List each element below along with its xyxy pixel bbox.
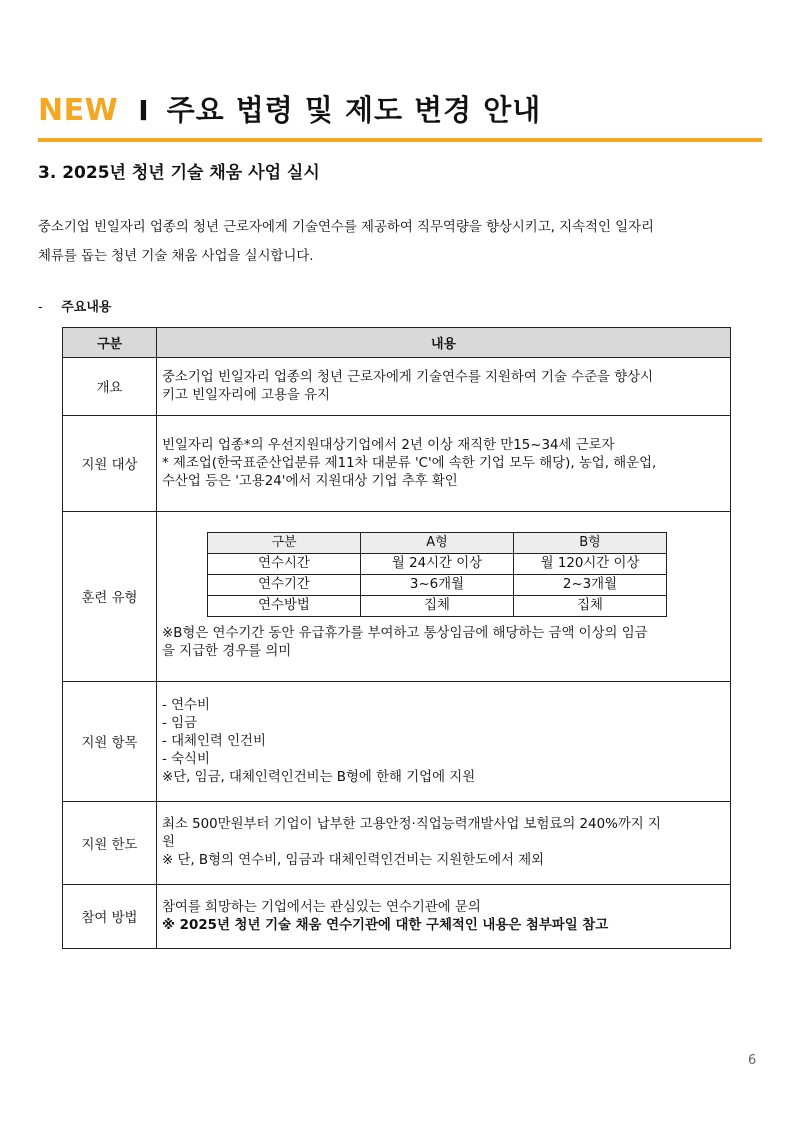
- bullet-heading: [38, 296, 111, 315]
- content-line: - 임금: [162, 715, 197, 731]
- section-title: 3. 2025년 청년 기술 채움 사업 실시: [38, 163, 320, 183]
- content-line: 중소기업 빈일자리 업종의 청년 근로자에게 기술연수를 지원하여 기술 수준을 향상시: [162, 369, 654, 385]
- row-label: 지원 한도: [63, 802, 157, 885]
- inner-header-cell: A형: [361, 533, 514, 554]
- row-label: 지원 항목: [63, 682, 157, 802]
- page-title: 주요 법령 및 제도 변경 안내: [166, 93, 542, 127]
- inner-cell: 집체: [514, 596, 667, 617]
- bullet-dash: -: [38, 300, 43, 315]
- row-label: 참여 방법: [63, 885, 157, 949]
- header-line: [38, 88, 762, 132]
- inner-cell: 월 24시간 이상: [361, 554, 514, 575]
- row-label: 지원 대상: [63, 416, 157, 512]
- inner-header-cell: 구분: [208, 533, 361, 554]
- inner-header-cell: B형: [514, 533, 667, 554]
- intro-line: 체류를 돕는 청년 기술 채움 사업을 실시합니다.: [38, 249, 314, 264]
- content-line: 원: [162, 835, 175, 850]
- inner-cell: 집체: [361, 596, 514, 617]
- inner-cell: 연수기간: [208, 575, 361, 596]
- inner-row: [208, 554, 667, 575]
- content-line: ※ 단, B형의 연수비, 임금과 대체인력인건비는 지원한도에서 제외: [162, 853, 545, 868]
- table-header-cell: 내용: [157, 328, 731, 358]
- page-number: 6: [748, 1053, 757, 1068]
- intro-line: 중소기업 빈일자리 업종의 청년 근로자에게 기술연수를 제공하여 직무역량을 향상시키고, 지속적인 일자리: [38, 220, 654, 235]
- header-badge: NEW: [38, 93, 119, 128]
- row-content: [157, 682, 731, 802]
- table-row-support-limit: [63, 802, 731, 885]
- inner-header-row: [208, 533, 667, 554]
- inner-cell: 월 120시간 이상: [514, 554, 667, 575]
- row-content: [157, 358, 731, 416]
- training-type-table: [207, 532, 667, 617]
- attachment-note: ※ 2025년 청년 기술 채움 연수기관에 대한 구체적인 내용은 첨부파일 참고: [162, 917, 609, 933]
- table-row-support-items: [63, 682, 731, 802]
- table-header-row: [63, 328, 731, 358]
- content-line: ※단, 임금, 대체인력인건비는 B형에 한해 기업에 지원: [162, 769, 476, 785]
- content-line: 을 지급한 경우를 의미: [162, 644, 292, 659]
- bullet-label: 주요내용: [61, 300, 112, 315]
- inner-cell: 2~3개월: [514, 575, 667, 596]
- table-header-cell: 구분: [63, 328, 157, 358]
- header-divider: [38, 138, 762, 142]
- page-header: [38, 88, 762, 142]
- content-line: 참여를 희망하는 기업에서는 관심있는 연수기관에 문의: [162, 899, 481, 915]
- content-line: 키고 빈일자리에 고용을 유지: [162, 387, 330, 403]
- header-separator: I: [138, 94, 149, 127]
- row-content: [157, 885, 731, 949]
- content-line: 빈일자리 업종*의 우선지원대상기업에서 2년 이상 재직한 만15~34세 근로자: [162, 437, 615, 453]
- row-content: [157, 512, 731, 682]
- table-row-how-to-apply: [63, 885, 731, 949]
- content-line: ※B형은 연수기간 동안 유급휴가를 부여하고 통상임금에 해당하는 금액 이상의 임금: [162, 626, 648, 641]
- table-row-overview: [63, 358, 731, 416]
- table-row-training-type: [63, 512, 731, 682]
- row-content: [157, 416, 731, 512]
- row-content: [157, 802, 731, 885]
- intro-paragraph: [38, 213, 763, 271]
- content-line: - 대체인력 인건비: [162, 733, 266, 749]
- table-row-target: [63, 416, 731, 512]
- content-line: - 연수비: [162, 697, 210, 713]
- row-label: 훈련 유형: [63, 512, 157, 682]
- inner-row: [208, 596, 667, 617]
- main-info-table: [62, 327, 731, 949]
- content-line: * 제조업(한국표준산업분류 제11차 대분류 'C'에 속한 기업 모두 해당), 농업, 해운업,: [162, 455, 657, 471]
- content-line: 수산업 등은 '고용24'에서 지원대상 기업 추후 확인: [162, 473, 458, 489]
- inner-cell: 연수방법: [208, 596, 361, 617]
- inner-cell: 3~6개월: [361, 575, 514, 596]
- inner-cell: 연수시간: [208, 554, 361, 575]
- content-line: 최소 500만원부터 기업이 납부한 고용안정·직업능력개발사업 보험료의 240%까지 지: [162, 817, 661, 832]
- content-line: - 숙식비: [162, 751, 210, 767]
- row-label: 개요: [63, 358, 157, 416]
- inner-row: [208, 575, 667, 596]
